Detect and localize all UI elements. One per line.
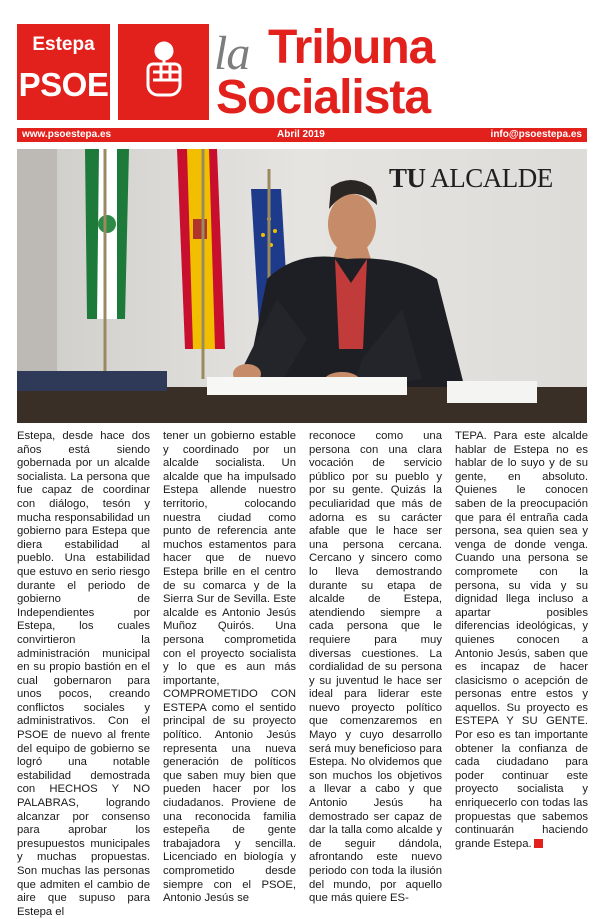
- info-strip: [17, 128, 587, 142]
- mayor-photo: [17, 149, 587, 423]
- article-column-2: tener un gobierno estable y coordinado por un alcalde socialista. Un alcalde que ha impulsado Estepa allende nuestro territorio, colocando nuestra ciudad como punto de referencia ante muchos estamentos para hacer que de nuevo Estepa brille en el centro de su comarca y de la Sierra Sur de Sevilla. Este alcalde es Antonio Jesús Muñoz Quirós. Una persona comprometida con el proyecto socialista y lo que es aun más importante, COMPROMETIDO CON ESTEPA como el sentido principal de su proyecto político. Antonio Jesús representa una nueva generación de políticos que saben muy bien que pueden hacer por los ciudadanos. Proviene de una reconocida familia estepeña de gente trabajadora y sencilla. Licenciado en biología y comprometido desde siempre con el PSOE, Antonio Jesús se: [163, 430, 296, 905]
- title-socialista: Socialista: [216, 71, 431, 124]
- fist-rose-icon: [137, 40, 191, 104]
- psoe-logo: [118, 24, 209, 120]
- title-la: la: [214, 27, 250, 80]
- end-mark: [534, 839, 543, 848]
- article-column-3: reconoce como una persona con una clara vocación de servicio público por su pueblo y por su gente. Quizás la peculiaridad que más de adorna es su carácter afable que le hace ser una persona cercana. Cercano y sincero como lo lleva demostrando durante su etapa de alcalde de Estepa, atendiendo siempre a cada persona que le requiere para muy diversas cuestiones. La cordialidad de su persona y su juventud le hace ser ideal para liderar este nuevo proyecto político que comenzaremos en Mayo y cuyo desarrollo será muy beneficioso para Estepa. No olvidemos que son muchos los objetivos a llevar a cabo y que Antonio Jesús ha demostrado ser capaz de dar la talla como alcalde y de seguir dándola, afrontando este nuevo periodo con toda la ilusión del mundo, por aquello que más quiere ES-: [309, 430, 442, 905]
- title-tribuna: Tribuna: [268, 21, 435, 74]
- article-column-1: Estepa, desde hace dos años está siendo gobernada por un alcalde socialista. La persona que fue capaz de coordinar con diálogo, tesón y mucha responsabilidad un gobierno para Estepa que diera estabilidad al pueblo. Una estabilidad que estuvo en serio riesgo durante el periodo de gobierno de Independientes por Estepa, los cuales convirtieron la administración municipal en su propio bastión en el cual gobernaron para unos pocos, creando conflictos sociales y administrativos. Con el PSOE de nuevo al frente del equipo de gobierno se logró una notable estabilidad demostrada con HECHOS Y NO PALABRAS, logrando alcanzar por consenso para aprobar los presupuestos municipales y muchas propuestas. Son muchas las personas que admiten el cambio de aire que supuso para Estepa el: [17, 430, 150, 918]
- article-column-4: [455, 430, 588, 851]
- article-column-4-text: TEPA. Para este alcalde hablar de Estepa no es hablar de lo suyo y de su gente, en absoluto. Quienes le conocen saben de la preocupación que para él entraña cada persona, sea quien sea y venga de donde venga. Cuando una persona se compromete con la persona, su vida y su dignidad llega incluso a apartar posibles diferencias ideológicas, y quienes conocen a Antonio Jesús, saben que es incapaz de hacer clasicismo o acepción de personas entre estos y aquellos. Su proyecto es ESTEPA Y SU GENTE. Por eso es tan importante obtener la confianza de cada ciudadano para poder continuar este proyecto socialista y enriquecerlo con todas las propuestas que sabemos continuarán haciendo grande Estepa.: [455, 430, 588, 850]
- masthead: [0, 0, 603, 128]
- headline-alcalde: ALCALDE: [430, 163, 553, 193]
- party-name: PSOE: [18, 66, 109, 103]
- psoe-estepa-badge: [17, 24, 110, 120]
- headline-tu: TU: [389, 163, 426, 193]
- website-link[interactable]: www.psoestepa.es: [22, 129, 112, 140]
- issue-date: Abril 2019: [277, 129, 325, 140]
- email-link[interactable]: info@psoestepa.es: [490, 129, 582, 140]
- photo-headline: [389, 163, 553, 194]
- town-name: Estepa: [32, 34, 95, 55]
